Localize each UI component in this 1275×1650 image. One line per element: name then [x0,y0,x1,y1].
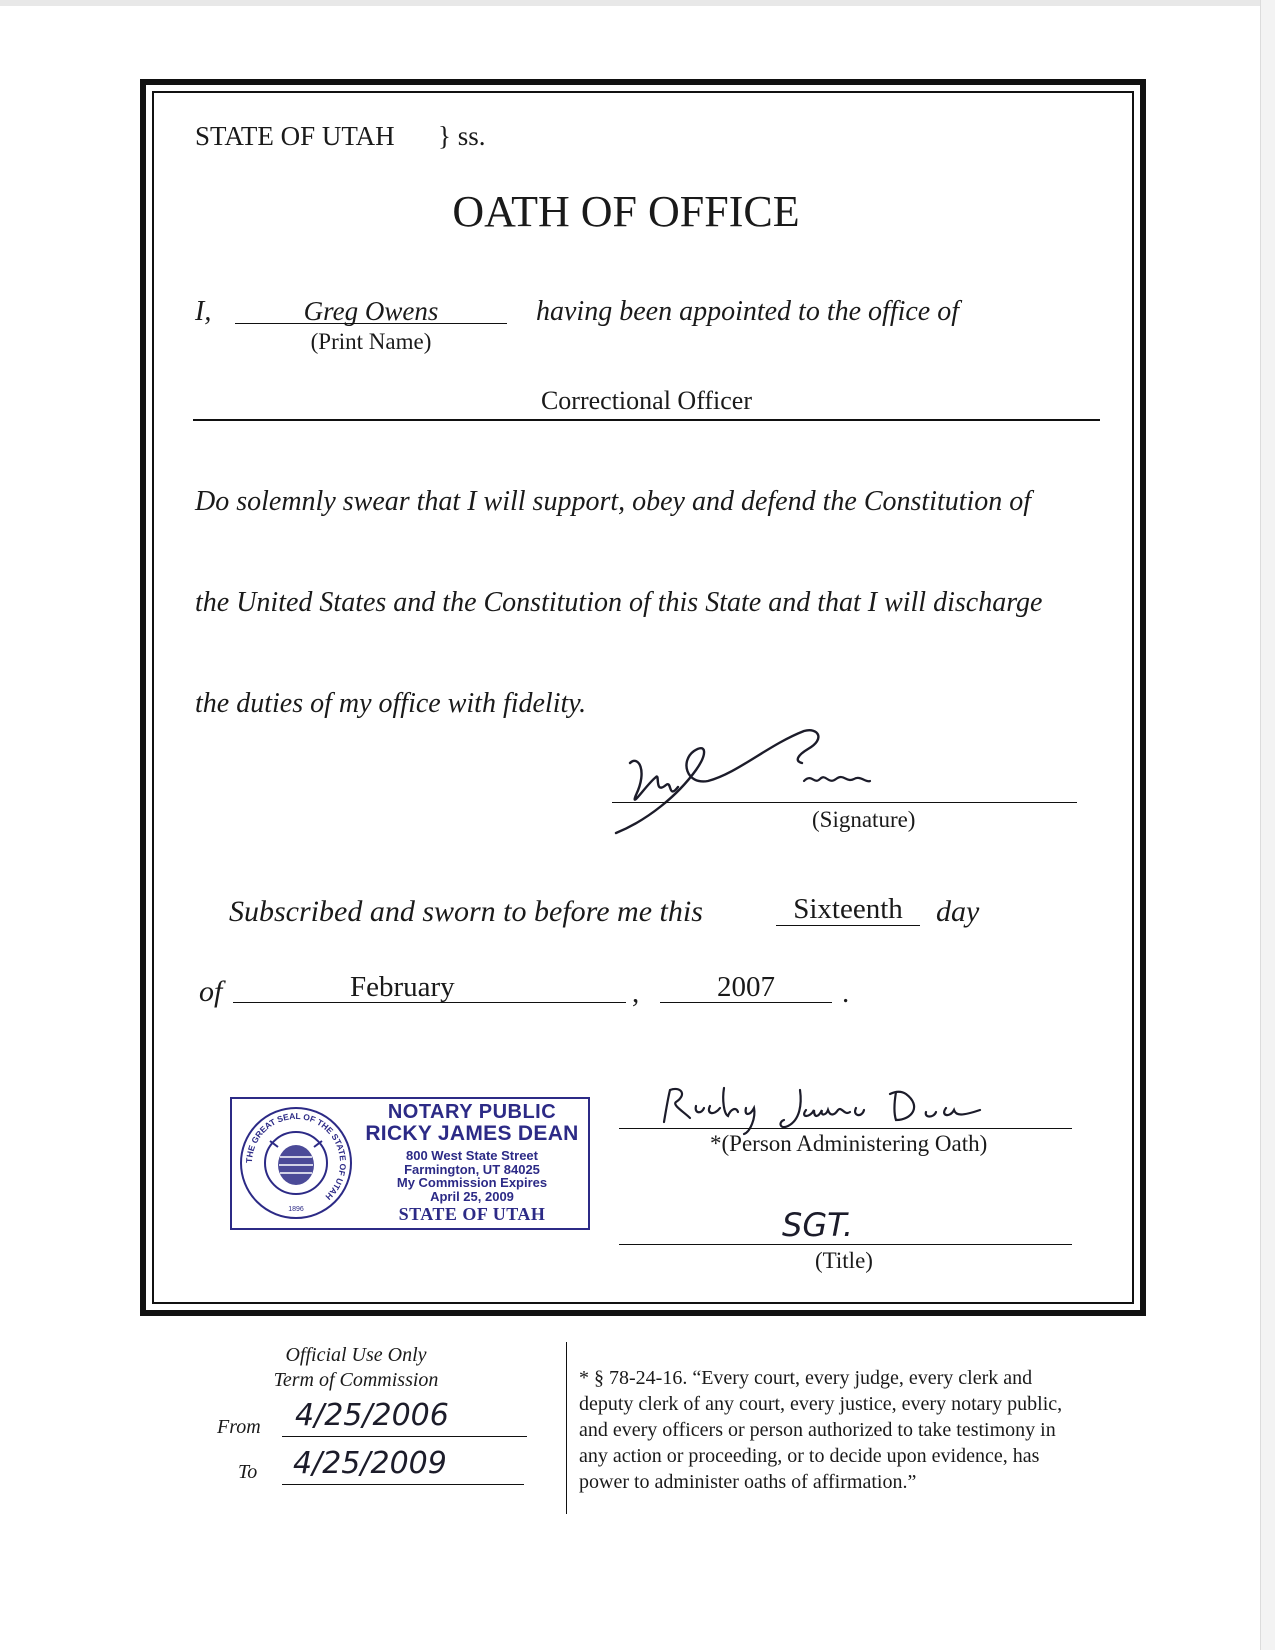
footnote-line-4: any action or proceeding, or to decide upon evidence, has [579,1445,1040,1467]
footnote-line-1: * § 78-24-16. “Every court, every judge, every clerk and [579,1367,1033,1389]
title-label: (Title) [815,1248,873,1273]
title-line [619,1244,1072,1245]
seal-year: 1896 [287,1205,304,1213]
oath-line-3: the duties of my office with fidelity. [195,688,587,719]
oath-i: I, [195,296,212,327]
subscribed-text: Subscribed and sworn to before me this [229,895,703,928]
year-value: 2007 [717,971,775,1003]
term-of-commission-heading: Term of Commission [273,1369,439,1391]
seal-ring-text: THE GREAT SEAL OF THE STATE OF UTAH [243,1110,348,1202]
footnote [579,1365,1062,1495]
state-heading: STATE OF UTAH [195,121,395,151]
official-use-heading: Official Use Only [285,1344,427,1366]
to-line [282,1484,524,1485]
oath-line-1: Do solemnly swear that I will support, obey and defend the Constitution of [195,486,1032,517]
month-value: February [350,971,455,1003]
footer-divider [566,1342,567,1514]
stamp-state: STATE OF UTAH [398,1203,546,1224]
notary-stamp [230,1097,590,1230]
to-date-value: 4/25/2009 [293,1446,447,1481]
print-name-label: (Print Name) [310,329,432,354]
footnote-line-5: power to administer oaths of affirmation.” [579,1471,917,1493]
stamp-street: 800 West State Street [406,1148,538,1164]
oath-line-2: the United States and the Constitution of this State and that I will discharge [195,587,1043,618]
office-value: Correctional Officer [540,386,753,415]
scan-edge-top [0,0,1275,6]
from-label: From [217,1416,261,1438]
administrator-title-value: SGT. [782,1206,854,1244]
from-date-value: 4/25/2006 [295,1398,449,1433]
print-name-value: Greg Owens [303,296,439,326]
stamp-text [357,1102,587,1224]
page-title: OATH OF OFFICE [452,187,800,236]
footnote-line-3: and every officers or person authorized to take testimony in [579,1419,1056,1441]
office-underline [193,419,1100,421]
from-line [282,1436,527,1437]
day-word: day [936,895,980,928]
comma: , [632,977,640,1009]
stamp-notary-name: RICKY JAMES DEAN [365,1122,579,1145]
appointed-text: having been appointed to the office of [536,296,960,327]
stamp-city: Farmington, UT 84025 [404,1161,540,1177]
of-word: of [199,975,223,1008]
period: . [842,977,850,1009]
name-underline [235,323,507,324]
scan-edge-right [1260,0,1275,1650]
administrator-label: *(Person Administering Oath) [710,1131,988,1156]
state-seal [240,1107,352,1219]
stamp-commission-label: My Commission Expires [396,1175,548,1191]
footnote-line-2: deputy clerk of any court, every justice, every notary public, [579,1393,1063,1415]
year-underline [660,1002,832,1003]
signature-line [612,802,1077,803]
stamp-notary-public: NOTARY PUBLIC [387,1101,557,1123]
to-label: To [238,1461,258,1483]
day-underline [776,925,920,926]
day-value: Sixteenth [793,893,903,925]
signature-label: (Signature) [812,807,916,832]
month-underline [233,1002,626,1003]
stamp-expiry-date: April 25, 2009 [430,1188,514,1204]
administrator-signature-line [619,1128,1072,1129]
ss-heading: } ss. [438,121,486,151]
